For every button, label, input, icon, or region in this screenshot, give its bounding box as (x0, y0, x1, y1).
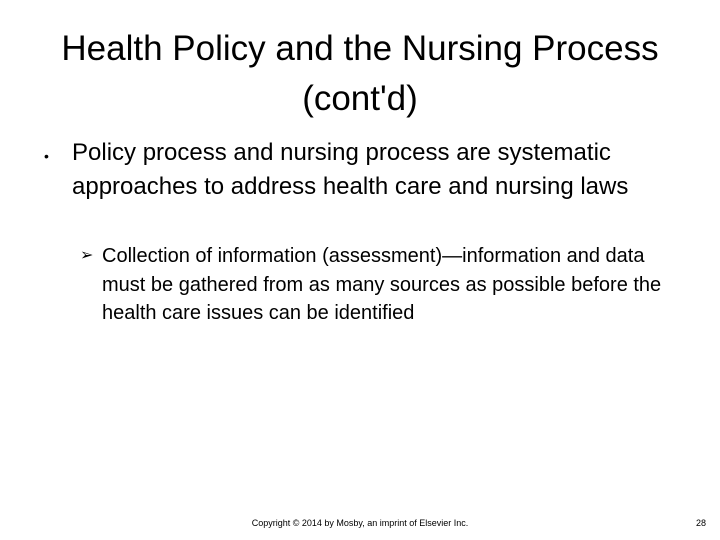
bullet-text: Policy process and nursing process are systematic approaches to address health care and nursing laws (72, 139, 629, 200)
sub-bullet-text: Collection of information (assessment)—information and data must be gathered from as many sources as possible before the health care issues can be identified (102, 245, 662, 324)
arrow-bullet-icon: ➢ (80, 247, 94, 264)
bullet-icon: • (44, 148, 49, 164)
page-number: 28 (695, 518, 706, 528)
bullet-item (44, 136, 684, 204)
footer-copyright: Copyright © 2014 by Mosby, an imprint of Elsevier Inc. (251, 518, 469, 528)
sub-bullet-item (80, 242, 680, 328)
slide-title: Health Policy and the Nursing Process (cont'd) (61, 29, 659, 118)
